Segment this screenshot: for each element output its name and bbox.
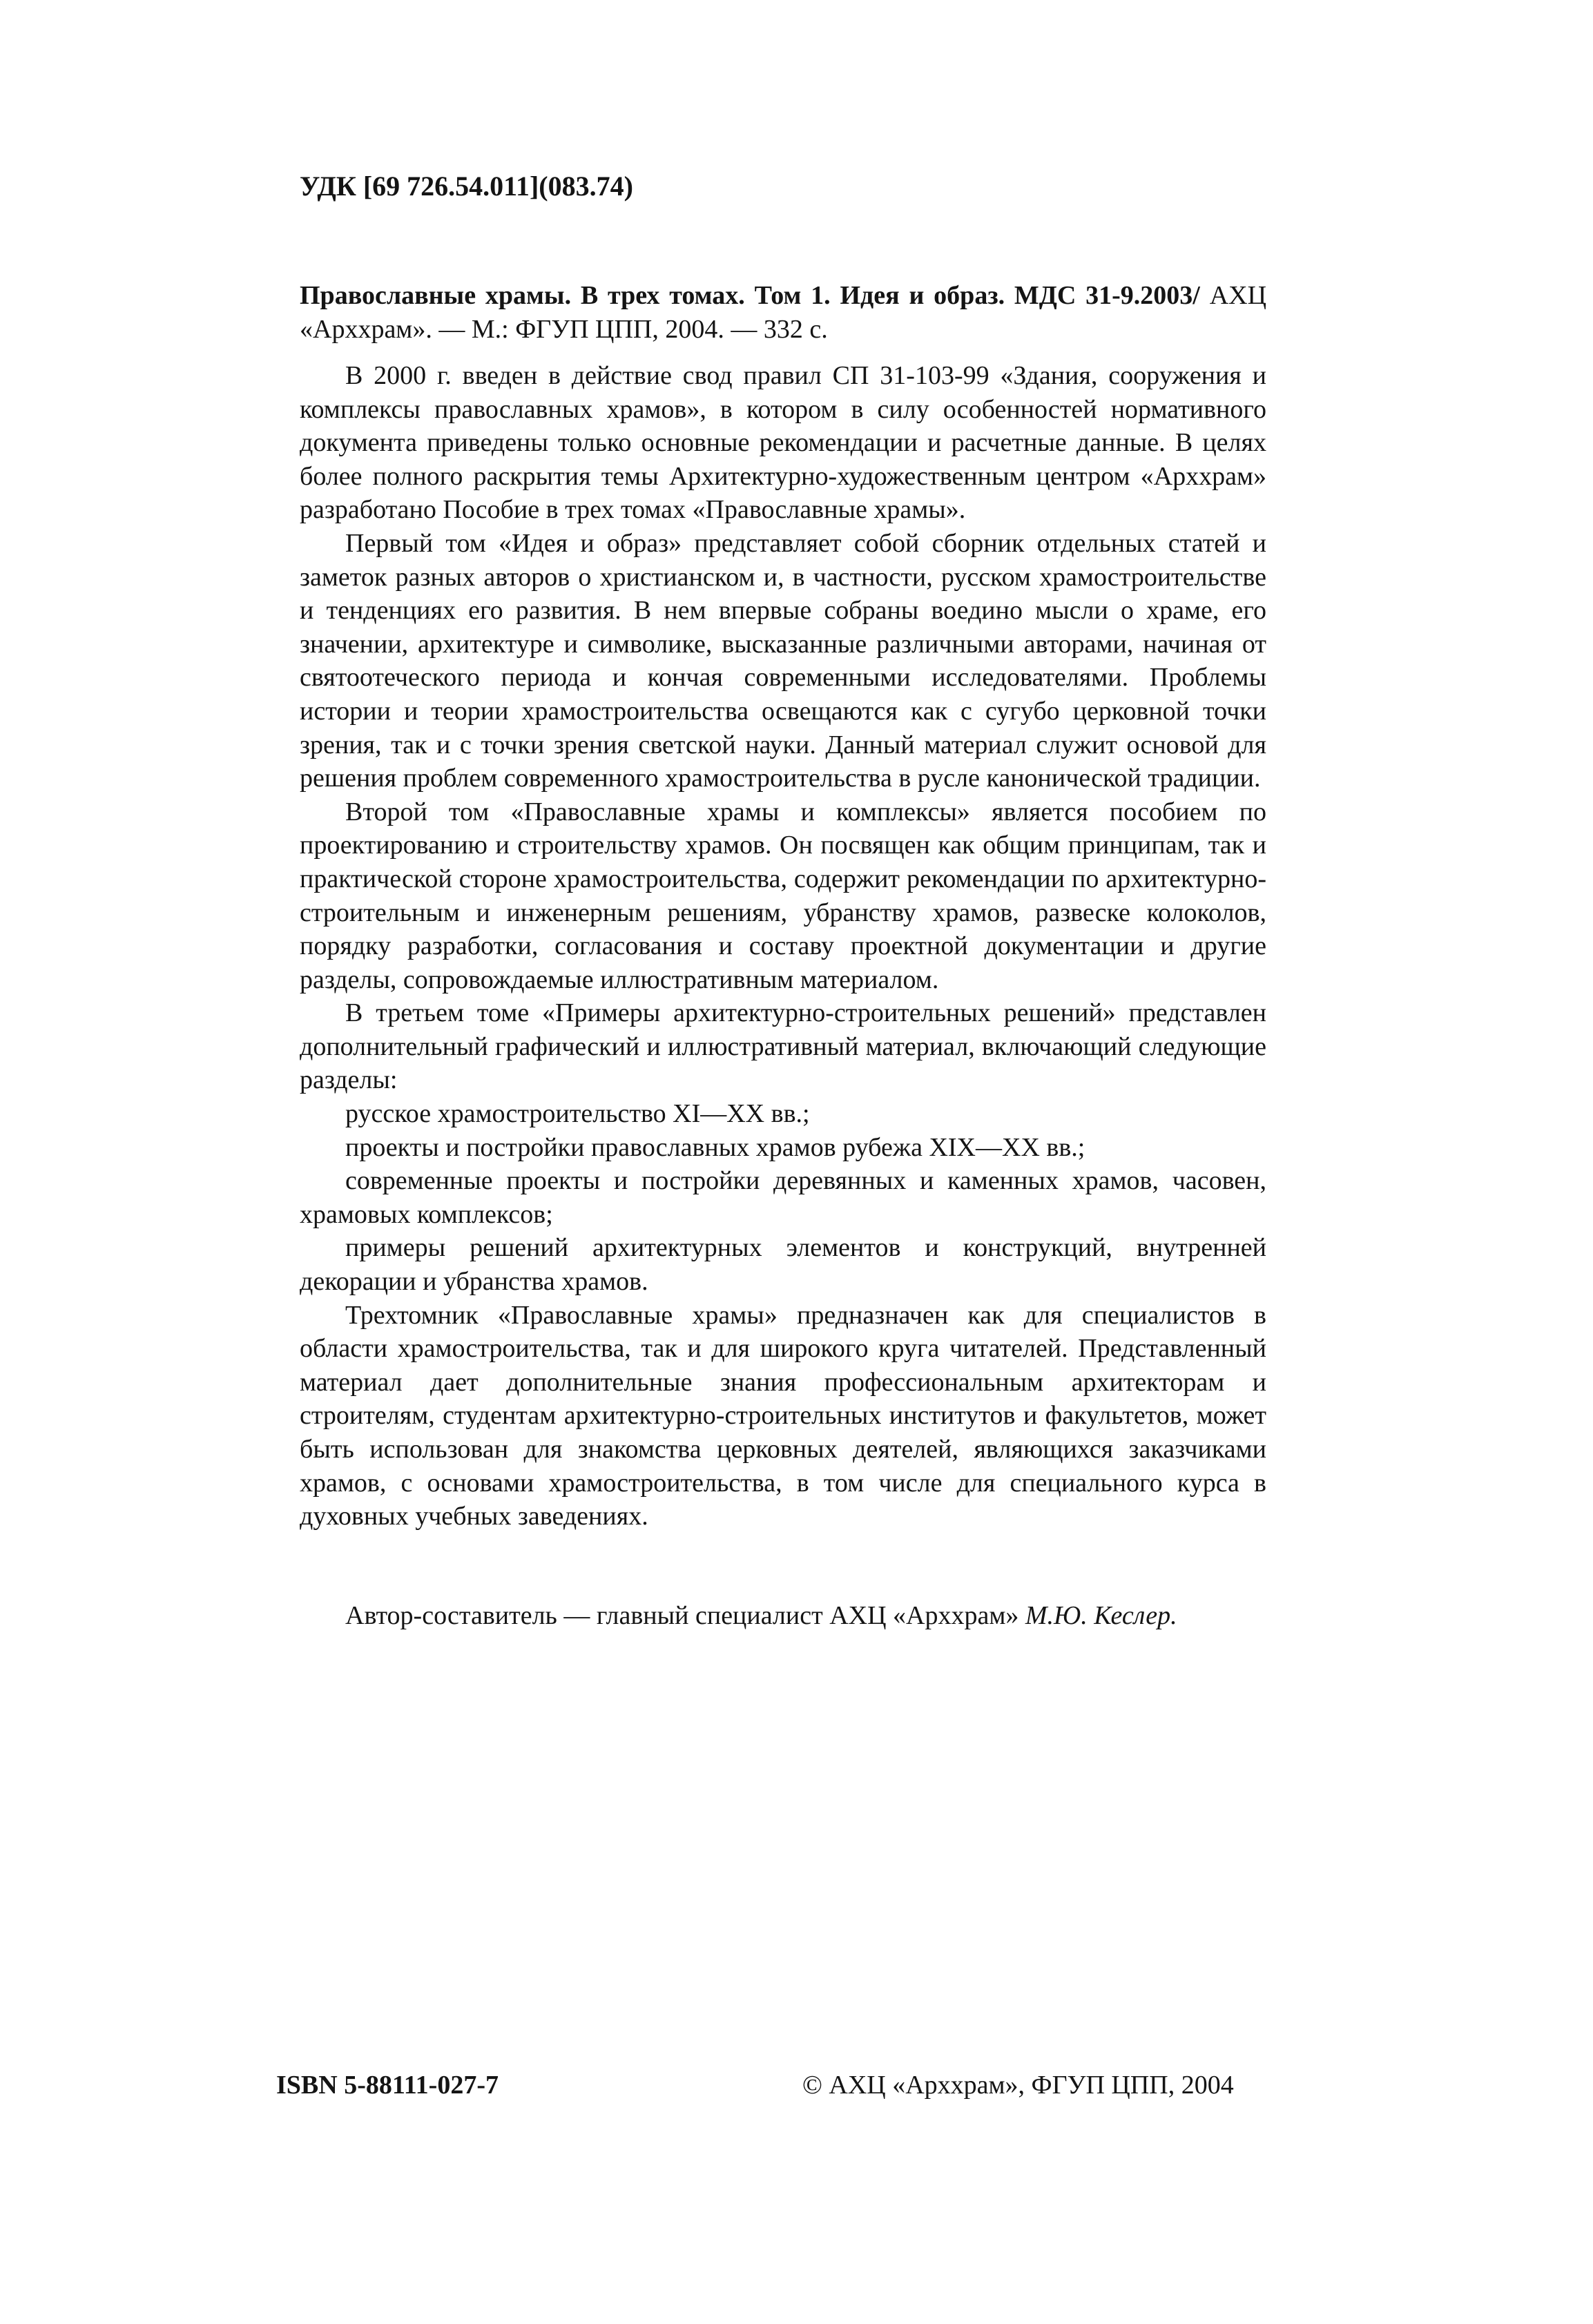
author-name: М.Ю. Кеслер. [1025, 1601, 1177, 1630]
section-list-item-3: современные проекты и постройки деревянных и каменных храмов, часовен, храмовых комплексов; [300, 1166, 1266, 1229]
udk-code: УДК [69 726.54.011](083.74) [300, 171, 633, 202]
section-list-item-2: проекты и постройки православных храмов рубежа XIX—XX вв.; [345, 1132, 1085, 1162]
bibliographic-record [300, 279, 1266, 347]
section-list-item-1: русское храмостроительство XI—XX вв.; [345, 1099, 810, 1129]
author-line [345, 1600, 1177, 1631]
abstract-paragraph-1: В 2000 г. введен в действие свод правил СП 31-103-99 «Здания, сооружения и комплексы православных храмов», в котором в силу особенностей нормативного документа приведены только основные рекомендации и расчетные данные. В целях более полного раскрытия темы Архитектурно-художественным центром «Арххрам» разработано Пособие в трех томах «Православные храмы». [300, 361, 1266, 525]
biblio-publisher: АХЦ «Арххрам». — М.: ФГУП ЦПП, 2004. — 332 с. [300, 281, 1267, 344]
copyright: © АХЦ «Арххрам», ФГУП ЦПП, 2004 [802, 2071, 1234, 2100]
abstract-paragraph-2: Первый том «Идея и образ» представляет собой сборник отдельных статей и заметок разных авторов о христианском и, в частности, русском храмостроительстве и тенденциях его развития. В нем впервые собраны воедино мысли о храме, его значении, архитектуре и символике, высказанные различными авторами, начиная от святоотеческого периода и кончая современными исследователями. Проблемы истории и теории храмостроительства освещаются как с сугубо церковной точки зрения, так и с точки зрения светской науки. Данный материал служит основой для решения проблем современного храмостроительства в русле канонической традиции. [300, 528, 1266, 793]
abstract-paragraph-5: Трехтомник «Православные храмы» предназначен как для специалистов в области храмостроительства, так и для широкого круга читателей. Представленный материал дает дополнительные знания профессиональным архитекторам и строителям, студентам архитектурно-строительных институтов и факультетов, может быть использован для знакомства церковных деятелей, являющихся заказчиками храмов, с основами храмостроительства, в том числе для специального курса в духовных учебных заведениях. [300, 1300, 1266, 1531]
abstract-paragraph-3: Второй том «Православные храмы и комплексы» является пособием по проектированию и строительству храмов. Он посвящен как общим принципам, так и практической стороне храмостроительства, содержит рекомендации по архитектурно-строительным и инженерным решениям, убранству храмов, развеске колоколов, порядку разработки, согласования и составу проектной документации и другие разделы, сопровождаемые иллюстративным материалом. [300, 797, 1266, 994]
author-role: Автор-составитель — главный специалист АХЦ «Арххрам» [345, 1601, 1025, 1630]
section-list-item-4: примеры решений архитектурных элементов и конструкций, внутренней декорации и убранства храмов. [300, 1233, 1266, 1297]
isbn: ISBN 5-88111-027-7 [276, 2071, 499, 2100]
biblio-title: Православные храмы. В трех томах. Том 1. Идея и образ. МДС 31-9.2003/ [300, 281, 1200, 310]
abstract [300, 359, 1266, 1533]
abstract-paragraph-4: В третьем томе «Примеры архитектурно-строительных решений» представлен дополнительный графический и иллюстративный материал, включающий следующие разделы: [300, 998, 1266, 1095]
